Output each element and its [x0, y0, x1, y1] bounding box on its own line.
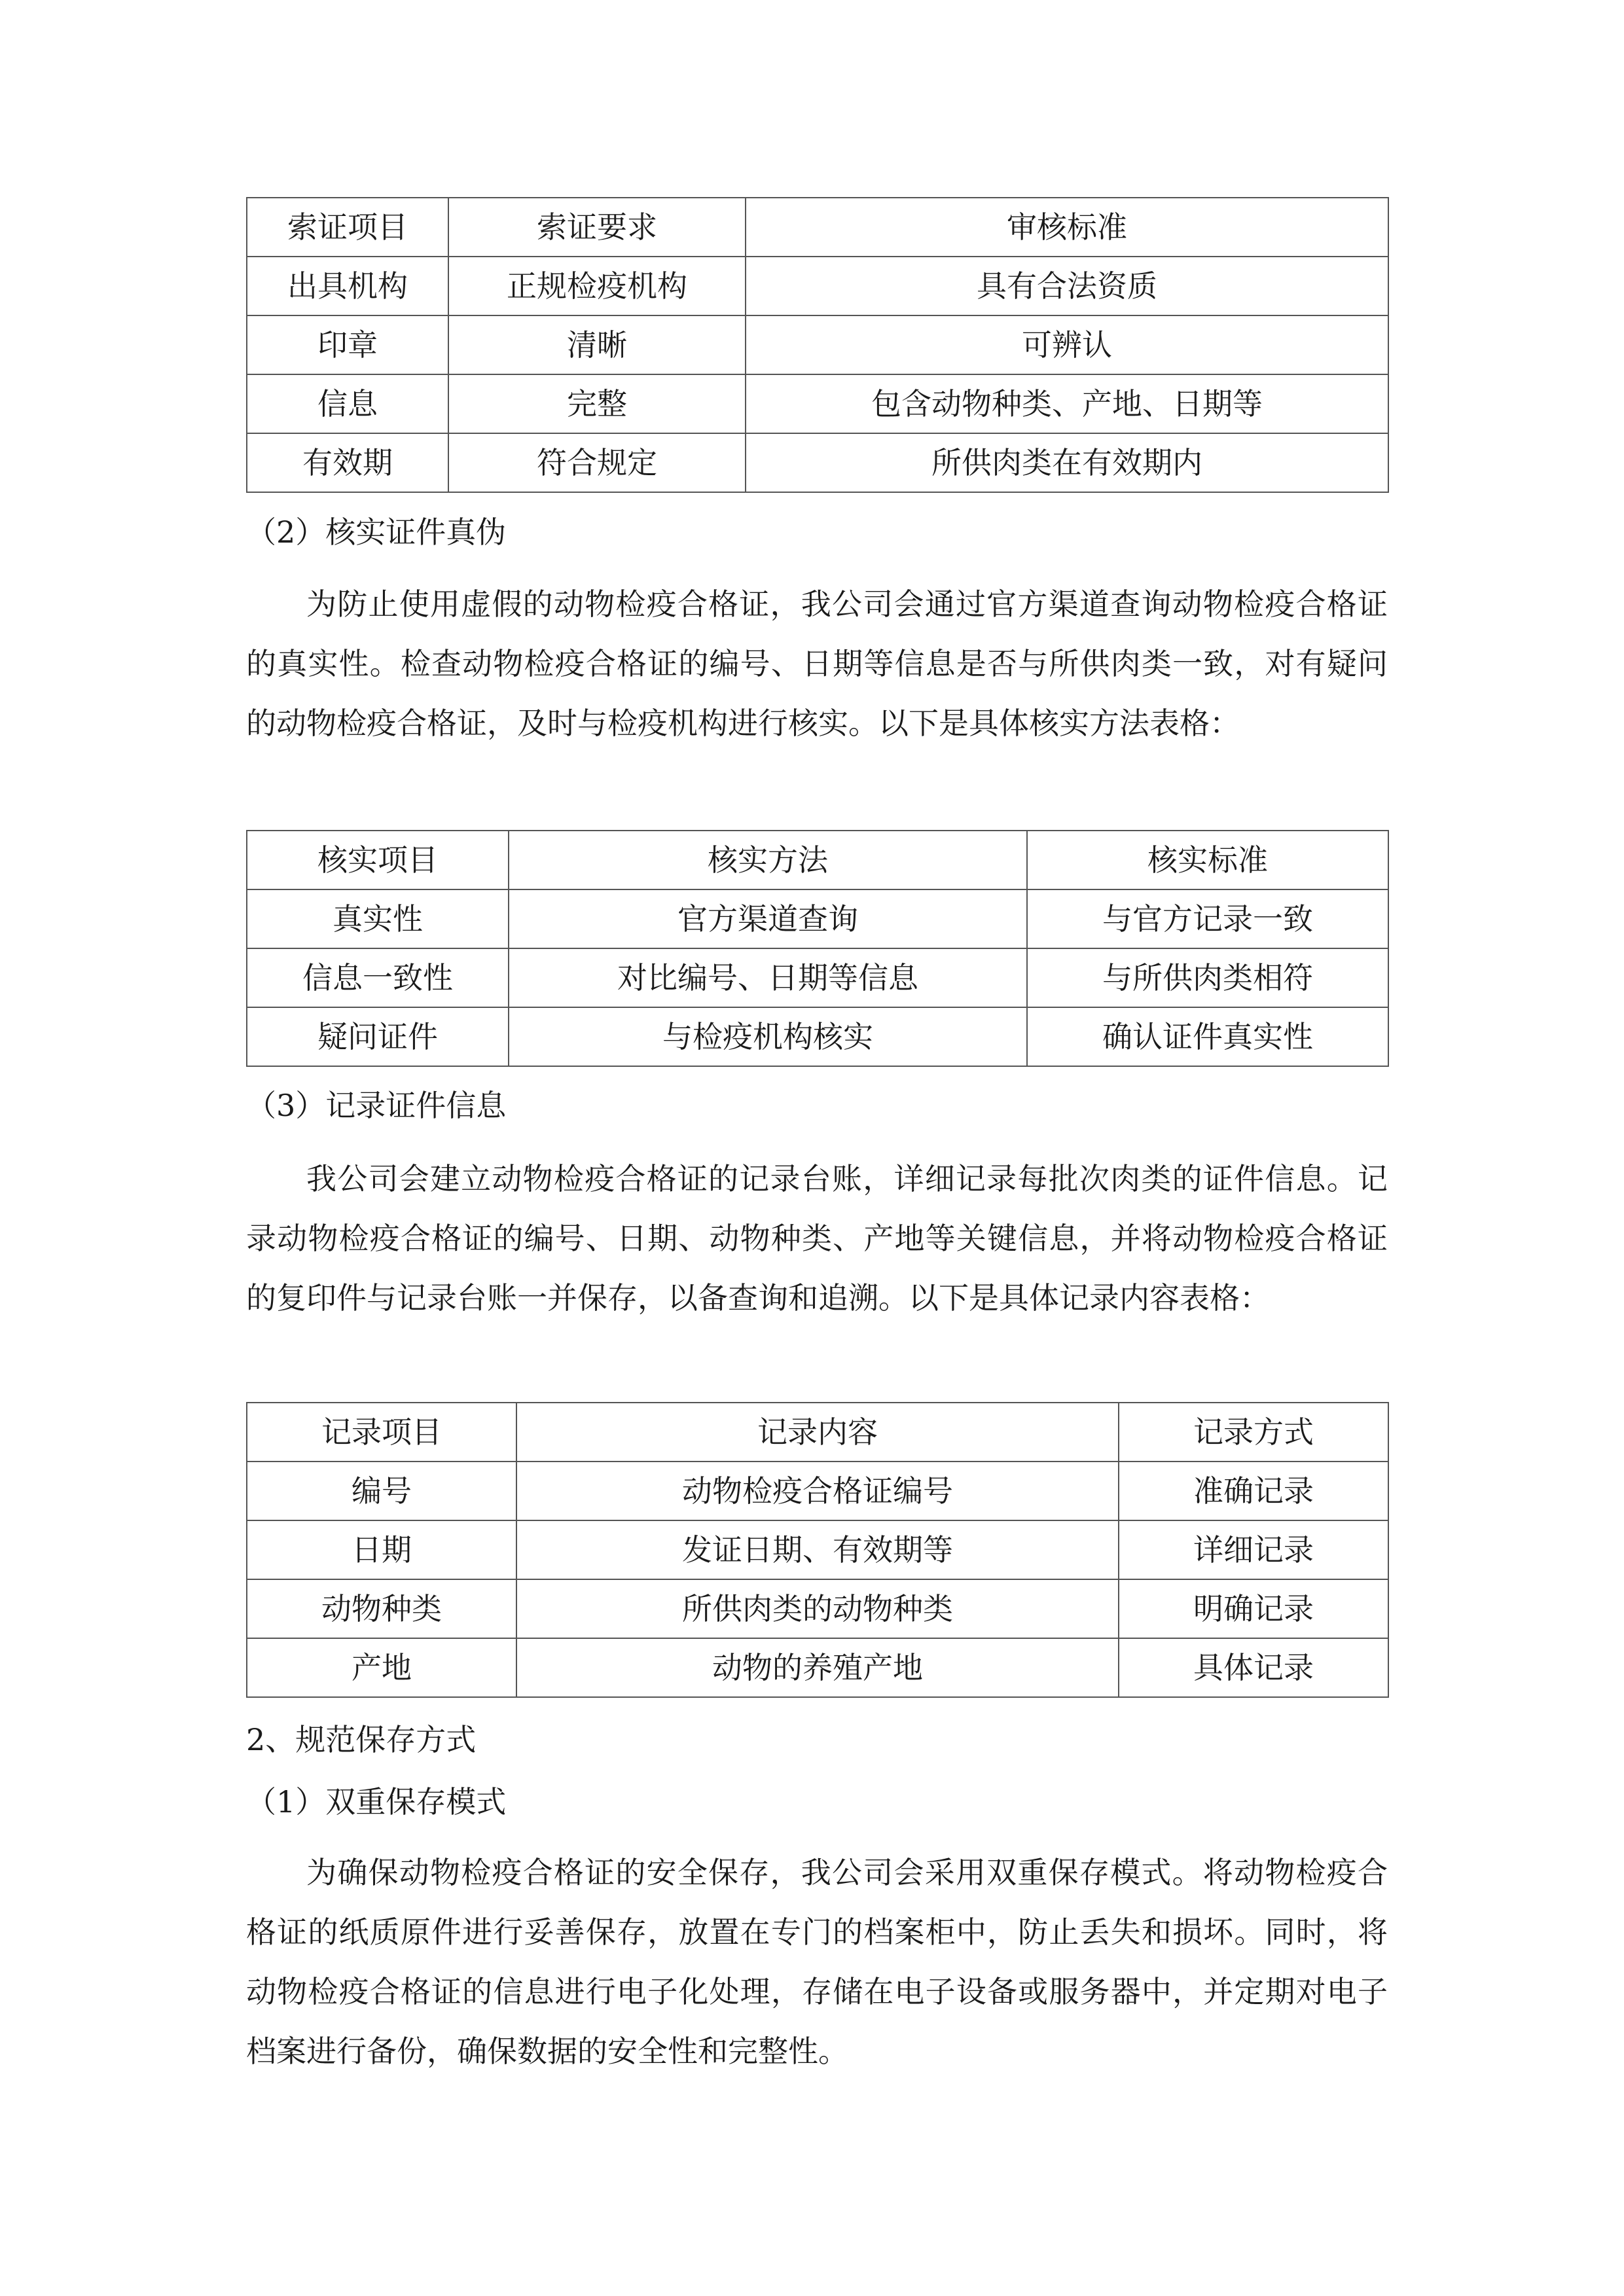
table-cell: 准确记录 — [1119, 1462, 1388, 1520]
table-cell: 与检疫机构核实 — [509, 1007, 1027, 1066]
table-header-cell: 索证要求 — [448, 198, 746, 257]
table-row — [247, 1638, 1388, 1697]
record-contents-table — [246, 1402, 1389, 1698]
table-cell: 详细记录 — [1119, 1520, 1388, 1579]
paragraph-record: 我公司会建立动物检疫合格证的记录台账，详细记录每批次肉类的证件信息。记录动物检疫合格证的编号、日期、动物种类、产地等关键信息，并将动物检疫合格证的复印件与记录台账一并保存，以备查询和追溯。以下是具体记录内容表格： — [246, 1161, 1388, 1316]
table-header-row — [247, 1403, 1388, 1462]
table-cell: 与所供肉类相符 — [1027, 948, 1388, 1007]
table-cell: 动物检疫合格证编号 — [516, 1462, 1119, 1520]
table-cell: 编号 — [247, 1462, 516, 1520]
table-cell: 动物种类 — [247, 1579, 516, 1638]
table-cell: 官方渠道查询 — [509, 889, 1027, 948]
table-cell: 日期 — [247, 1520, 516, 1579]
table-row — [247, 374, 1388, 433]
table-header-cell: 记录内容 — [516, 1403, 1119, 1462]
table-cell: 与官方记录一致 — [1027, 889, 1388, 948]
table-cell: 确认证件真实性 — [1027, 1007, 1388, 1066]
table-cell: 可辨认 — [746, 315, 1388, 374]
table-cell: 真实性 — [247, 889, 509, 948]
table-cell: 具有合法资质 — [746, 257, 1388, 315]
table-header-cell: 索证项目 — [247, 198, 448, 257]
table-header-row — [247, 831, 1388, 889]
table-row — [247, 889, 1388, 948]
paragraph-verify: 为防止使用虚假的动物检疫合格证，我公司会通过官方渠道查询动物检疫合格证的真实性。检查动物检疫合格证的编号、日期等信息是否与所供肉类一致，对有疑问的动物检疫合格证，及时与检疫机构进行核实。以下是具体核实方法表格： — [246, 586, 1388, 741]
table-cell: 动物的养殖产地 — [516, 1638, 1119, 1697]
table-row — [247, 1579, 1388, 1638]
section-heading-verify: （2）核实证件真伪 — [246, 514, 507, 550]
table-cell: 清晰 — [448, 315, 746, 374]
table-cell: 产地 — [247, 1638, 516, 1697]
paragraph-dual-storage: 为确保动物检疫合格证的安全保存，我公司会采用双重保存模式。将动物检疫合格证的纸质原件进行妥善保存，放置在专门的档案柜中，防止丢失和损坏。同时，将动物检疫合格证的信息进行电子化处理，存储在电子设备或服务器中，并定期对电子档案进行备份，确保数据的安全性和完整性。 — [246, 1855, 1388, 2069]
table-header-cell: 核实项目 — [247, 831, 509, 889]
table-header-cell: 记录项目 — [247, 1403, 516, 1462]
part-heading-storage: 2、规范保存方式 — [246, 1722, 477, 1757]
table-row — [247, 433, 1388, 492]
table-row — [247, 315, 1388, 374]
table-cell: 所供肉类在有效期内 — [746, 433, 1388, 492]
table-cell: 明确记录 — [1119, 1579, 1388, 1638]
qualification-requirements-table — [246, 197, 1389, 493]
table-row — [247, 257, 1388, 315]
table-row — [247, 1520, 1388, 1579]
table-cell: 印章 — [247, 315, 448, 374]
section-heading-record: （3）记录证件信息 — [246, 1088, 507, 1123]
section-heading-dual-storage: （1）双重保存模式 — [246, 1784, 507, 1820]
table-cell: 疑问证件 — [247, 1007, 509, 1066]
table-cell: 正规检疫机构 — [448, 257, 746, 315]
table-header-row — [247, 198, 1388, 257]
table-row — [247, 948, 1388, 1007]
table-cell: 符合规定 — [448, 433, 746, 492]
table-cell: 具体记录 — [1119, 1638, 1388, 1697]
table-cell: 完整 — [448, 374, 746, 433]
table-cell: 对比编号、日期等信息 — [509, 948, 1027, 1007]
table-cell: 发证日期、有效期等 — [516, 1520, 1119, 1579]
table-cell: 信息 — [247, 374, 448, 433]
table-header-cell: 核实方法 — [509, 831, 1027, 889]
table-row — [247, 1462, 1388, 1520]
table-header-cell: 核实标准 — [1027, 831, 1388, 889]
table-row — [247, 1007, 1388, 1066]
table-cell: 信息一致性 — [247, 948, 509, 1007]
table-cell: 包含动物种类、产地、日期等 — [746, 374, 1388, 433]
table-cell: 所供肉类的动物种类 — [516, 1579, 1119, 1638]
table-cell: 出具机构 — [247, 257, 448, 315]
verification-methods-table — [246, 830, 1389, 1067]
table-header-cell: 记录方式 — [1119, 1403, 1388, 1462]
table-cell: 有效期 — [247, 433, 448, 492]
table-header-cell: 审核标准 — [746, 198, 1388, 257]
